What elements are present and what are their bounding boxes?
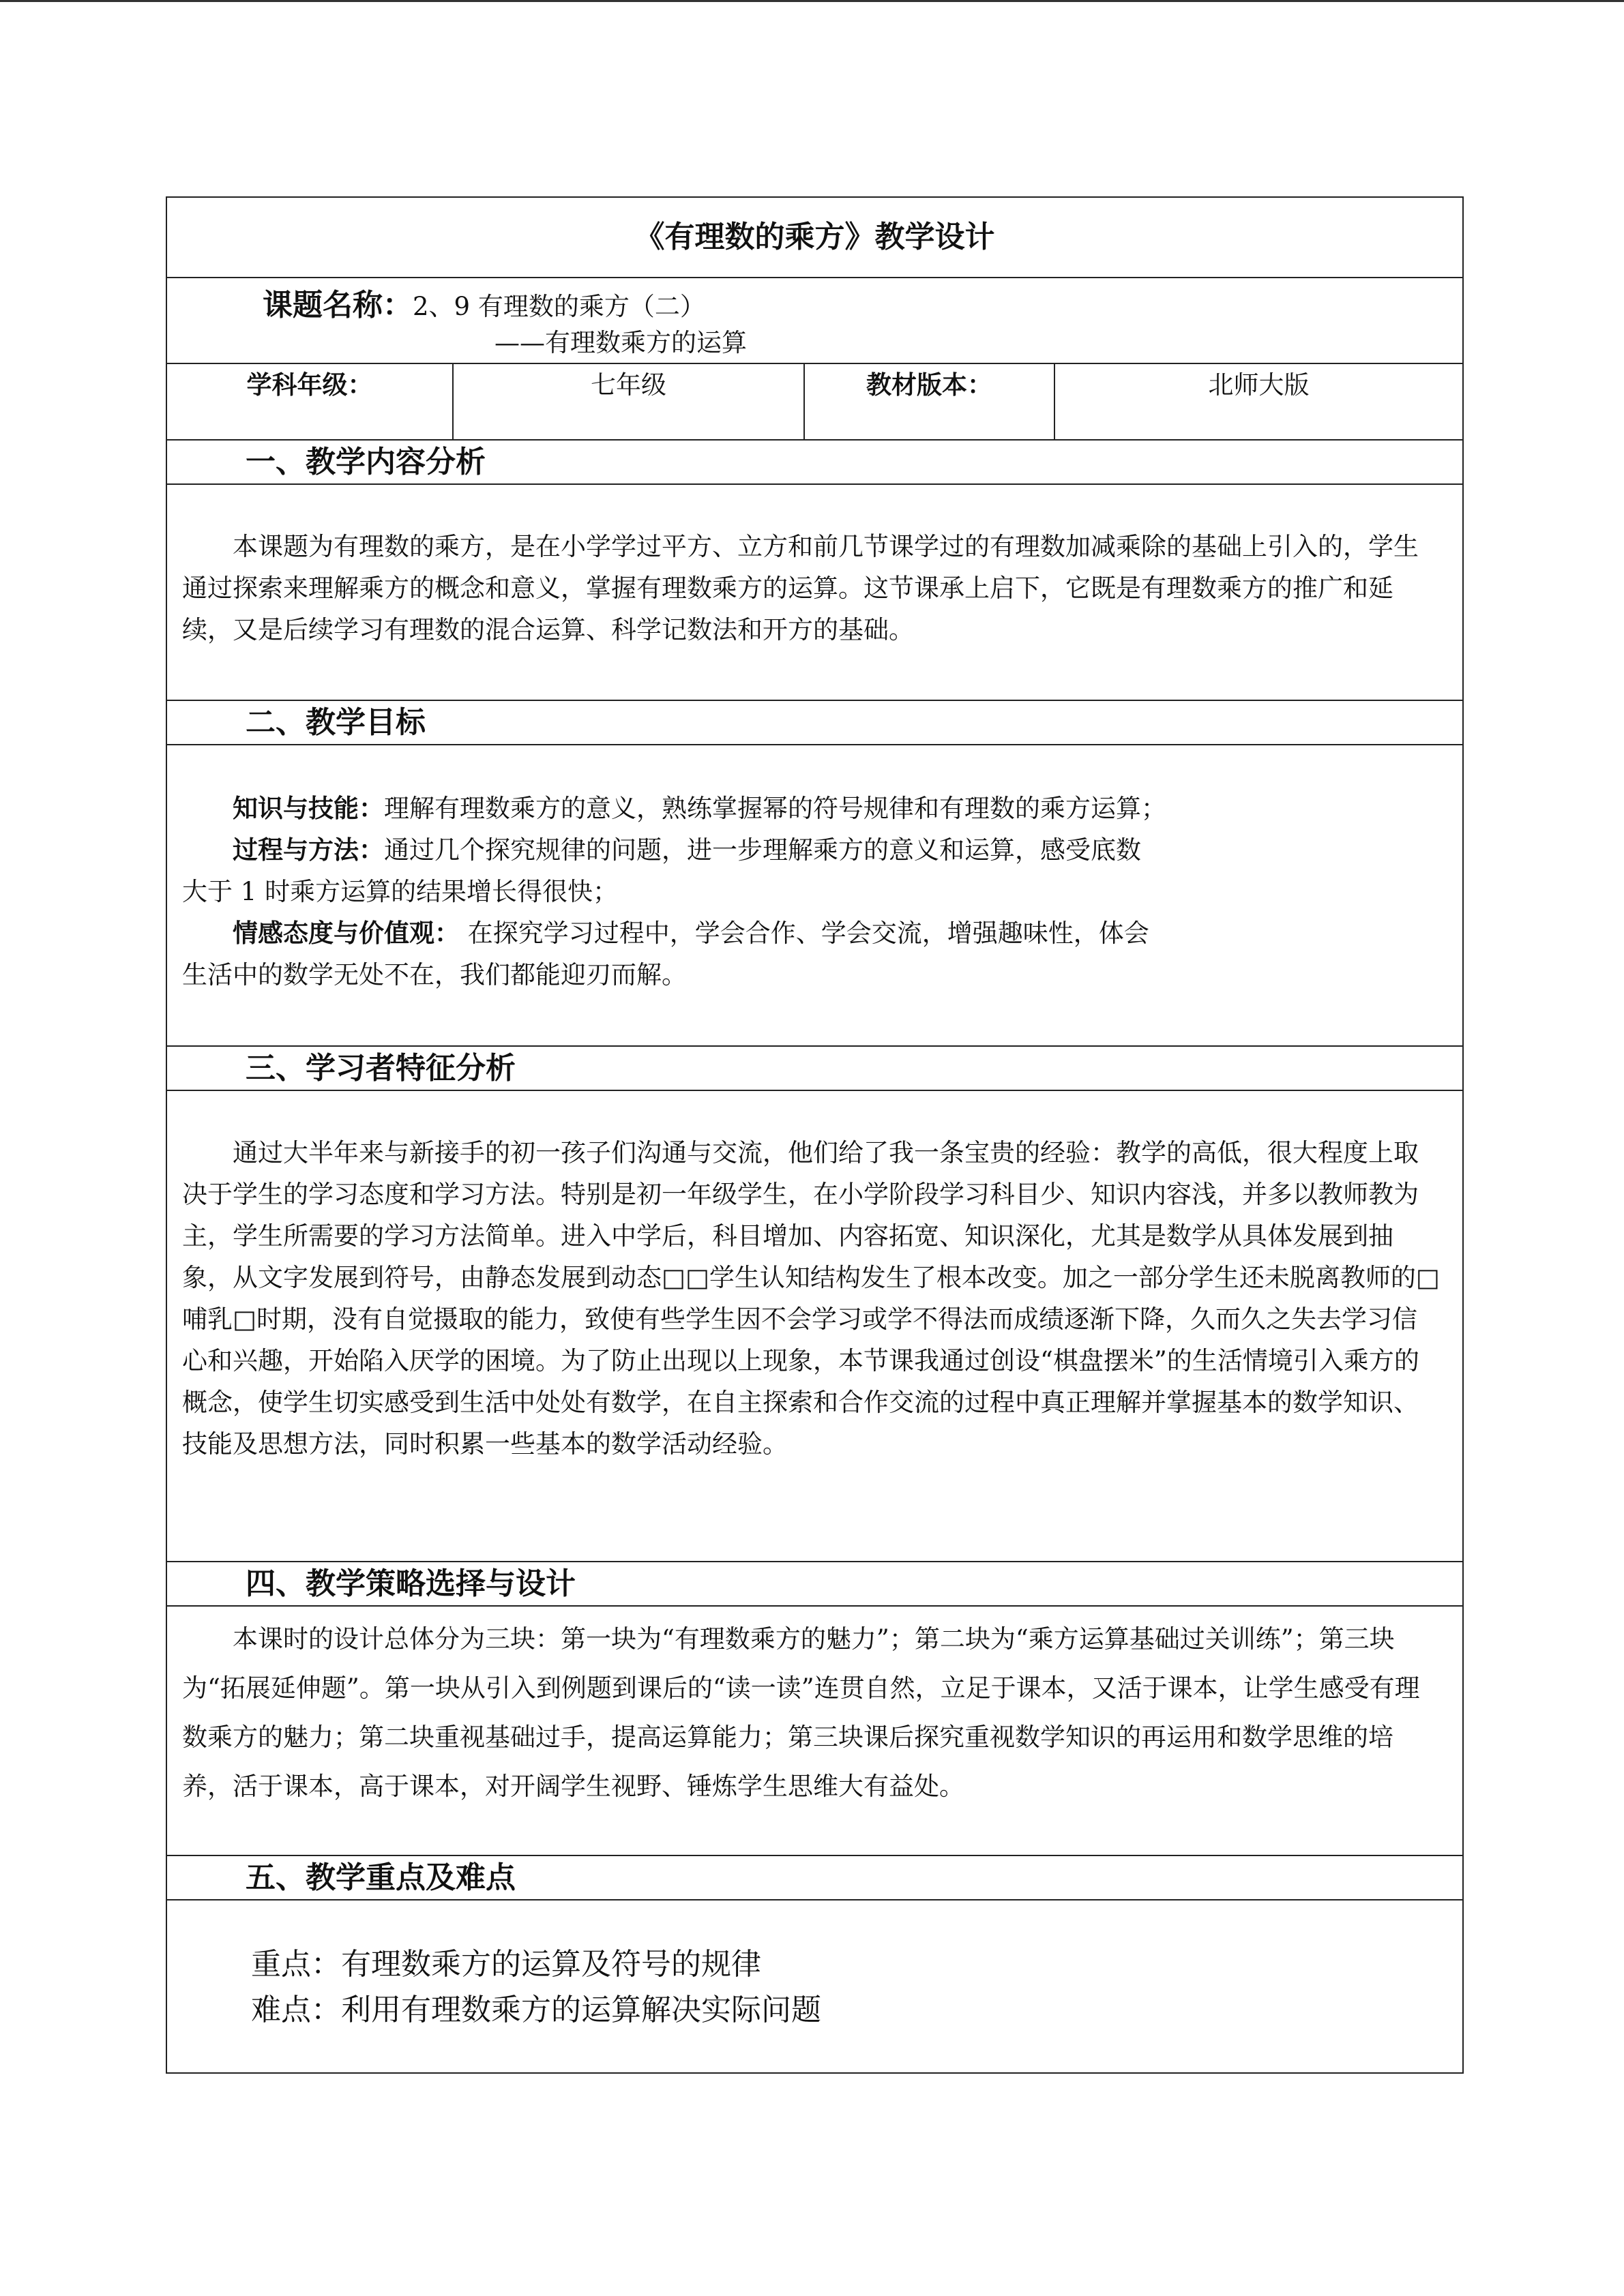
knowledge-label: 知识与技能： — [233, 793, 384, 823]
process-label: 过程与方法： — [233, 835, 384, 865]
difficult-point: 难点：利用有理数乘方的运算解决实际问题 — [251, 1993, 821, 2027]
meta-row — [166, 363, 1463, 440]
subject-value: 2、9 有理数的乘方（二） — [413, 292, 705, 321]
process-text-continued: 大于 1 时乘方运算的结果增长得很快； — [182, 877, 619, 906]
lesson-plan-table — [166, 196, 1464, 2074]
section-heading-learner-analysis: 三、学习者特征分析 — [166, 1046, 1463, 1090]
document-title: 《有理数的乘方》教学设计 — [166, 197, 1463, 278]
subject-subtitle: ——有理数乘方的运算 — [494, 328, 747, 357]
content-analysis-text: 本课题为有理数的乘方，是在小学学过平方、立方和前几节课学过的有理数加减乘除的基础上引入的，学生通过探索来理解乘方的概念和意义，掌握有理数乘方的运算。这节课承上启下，它既是有理数乘方的推广和延续，又是后续学习有理数的混合运算、科学记数法和开方的基础。 — [182, 532, 1419, 644]
emotion-text: 在探究学习过程中，学会合作、学会交流，增强趣味性，体会 — [460, 919, 1149, 948]
objective-process — [182, 829, 1442, 871]
learner-analysis-cell — [166, 1090, 1463, 1562]
section-heading-content-analysis: 一、教学内容分析 — [166, 440, 1463, 484]
edition-value: 北师大版 — [1054, 363, 1463, 440]
objective-knowledge — [182, 788, 1442, 829]
content-analysis-cell — [166, 484, 1463, 700]
learner-analysis-text: 通过大半年来与新接手的初一孩子们沟通与交流，他们给了我一条宝贵的经验：教学的高低，很大程度上取决于学生的学习态度和学习方法。特别是初一年级学生，在小学阶段学习科目少、知识内容浅，并多以教师教为主，学生所需要的学习方法简单。进入中学后，科目增加、内容拓宽、知识深化，尤其是数学从具体发展到抽象，从文字发展到符号，由静态发展到动态□□学生认知结构发生了根本改变。加之一部分学生还未脱离教师的□哺乳□时期，没有自觉摄取的能力，致使有些学生因不会学习或学不得法而成绩逐渐下降，久而久之失去学习信心和兴趣，开始陷入厌学的困境。为了防止出现以上现象，本节课我通过创设“棋盘摆米”的生活情境引入乘方的概念，使学生切实感受到生活中处处有数学，在自主探索和合作交流的过程中真正理解并掌握基本的数学知识、技能及思想方法，同时积累一些基本的数学活动经验。 — [182, 1138, 1440, 1459]
section-heading-objectives: 二、教学目标 — [166, 700, 1463, 745]
grade-label: 学科年级： — [166, 363, 453, 440]
subject-cell — [166, 278, 1463, 363]
section-heading-key-points: 五、教学重点及难点 — [166, 1855, 1463, 1900]
page-top-border — [0, 0, 1624, 2]
subject-label: 课题名称： — [263, 288, 413, 323]
section-heading-strategy: 四、教学策略选择与设计 — [166, 1562, 1463, 1606]
objective-emotion — [182, 912, 1442, 954]
objectives-cell — [166, 745, 1463, 1046]
strategy-cell — [166, 1606, 1463, 1855]
subject-line — [167, 278, 1462, 326]
emotion-label: 情感态度与价值观： — [233, 918, 460, 948]
edition-label: 教材版本： — [804, 363, 1054, 440]
key-point: 重点：有理数乘方的运算及符号的规律 — [251, 1947, 761, 1982]
emotion-text-continued: 生活中的数学无处不在，我们都能迎刃而解。 — [182, 960, 687, 989]
strategy-text: 本课时的设计总体分为三块：第一块为“有理数乘方的魅力”；第二块为“乘方运算基础过关训练”；第三块为“拓展延伸题”。第一块从引入到例题到课后的“读一读”连贯自然，立足于课本，又活于课本，让学生感受有理数乘方的魅力；第二块重视基础过手，提高运算能力；第三块课后探究重视数学知识的再运用和数学思维的培养，活于课本，高于课本，对开阔学生视野、锤炼学生思维大有益处。 — [182, 1624, 1420, 1801]
grade-value: 七年级 — [453, 363, 804, 440]
key-points-cell — [166, 1900, 1463, 2073]
process-text: 通过几个探究规律的问题，进一步理解乘方的意义和运算，感受底数 — [384, 835, 1141, 865]
knowledge-text: 理解有理数乘方的意义，熟练掌握幂的符号规律和有理数的乘方运算； — [384, 794, 1166, 823]
